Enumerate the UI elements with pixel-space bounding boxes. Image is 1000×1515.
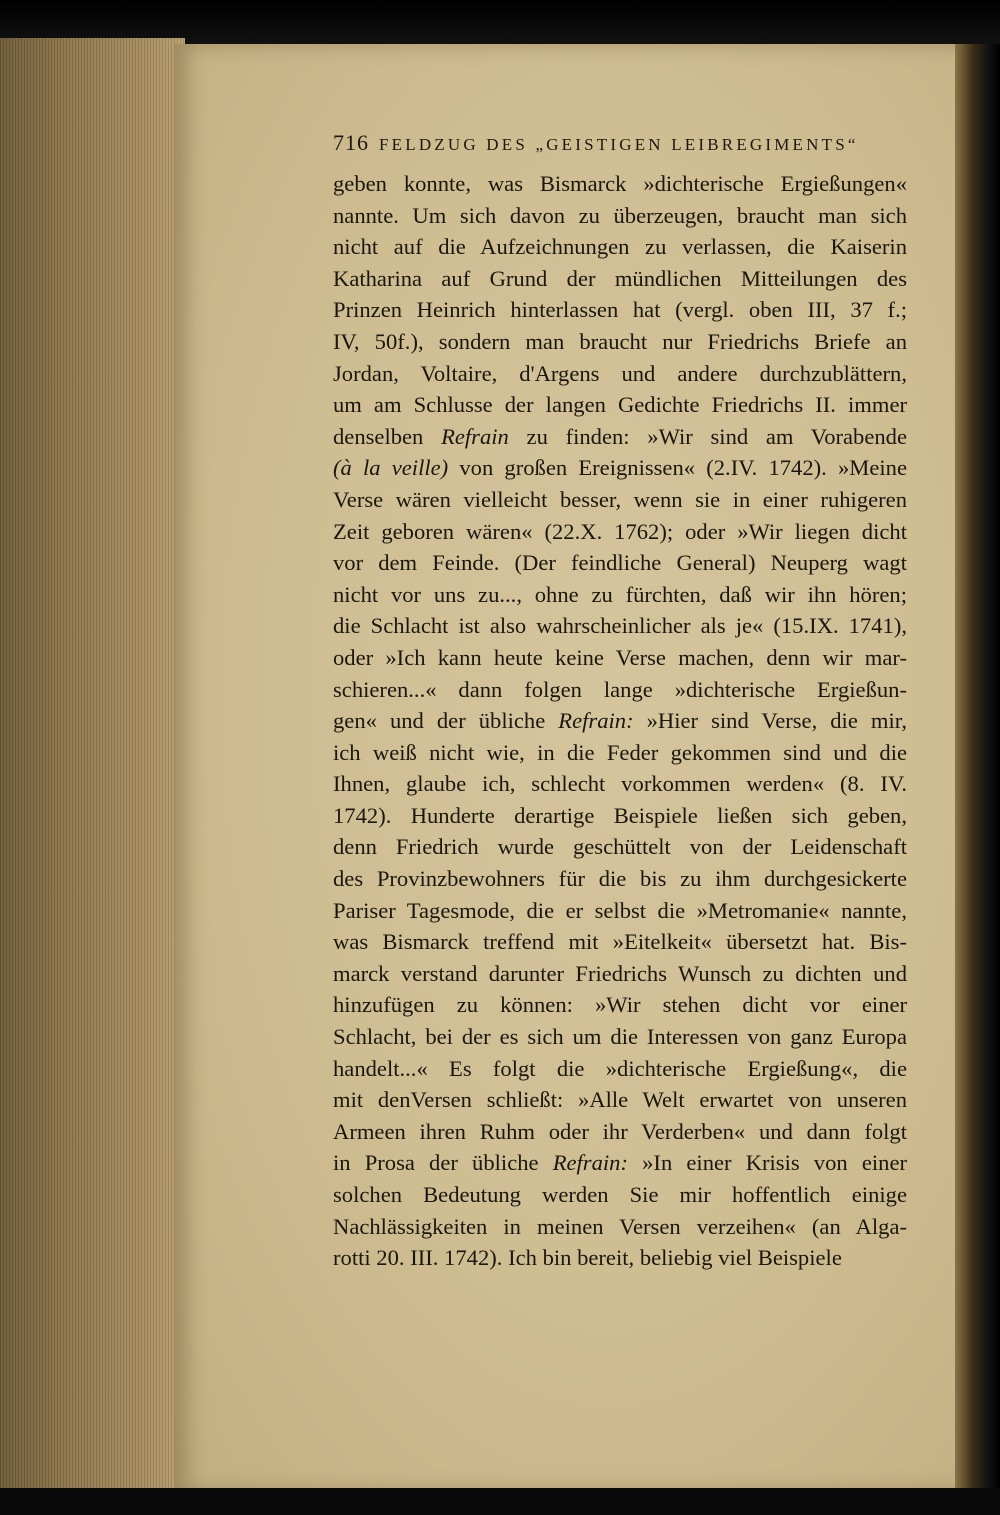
running-head <box>333 130 905 160</box>
text-line <box>333 674 907 706</box>
text-line <box>333 1211 907 1243</box>
text-line <box>333 452 907 484</box>
text-span: Zeit geboren wären« (22.X. 1762); oder »Wir liegen dicht <box>333 518 907 544</box>
text-span: Ihnen, glaube ich, schlecht vorkommen werden« (8. IV. <box>333 771 907 797</box>
text-line <box>333 768 907 800</box>
text-line <box>333 516 907 548</box>
text-span: Nachlässigkeiten in meinen Versen verzeihen« (an Alga- <box>333 1213 907 1239</box>
text-span: des Provinzbewohners für die bis zu ihm durchgesickerte <box>333 866 907 892</box>
italic-span: (à la veille) <box>333 455 449 481</box>
text-line <box>333 800 907 832</box>
text-span: schieren...« dann folgen lange »dichterische Ergießun- <box>333 676 907 702</box>
text-line <box>333 168 907 200</box>
page-number: 716 <box>333 130 369 155</box>
bottom-shadow <box>0 1488 1000 1515</box>
page-edge-stack <box>0 38 185 1490</box>
text-line <box>333 989 907 1021</box>
text-span: Katharina auf Grund der mündlichen Mitteilungen des <box>333 265 907 291</box>
text-line <box>333 1084 907 1116</box>
text-span: denselben <box>333 423 442 449</box>
text-span: nicht vor uns zu..., ohne zu fürchten, daß wir ihn hören; <box>333 581 907 607</box>
body-text <box>333 168 907 1274</box>
text-span: in Prosa der übliche <box>333 1150 553 1176</box>
text-line <box>333 958 907 990</box>
text-span: gen« und der übliche <box>333 708 559 734</box>
text-line <box>333 326 907 358</box>
text-span: von großen Ereignissen« (2.IV. 1742). »Meine <box>448 455 907 481</box>
text-span: nannte. Um sich davon zu überzeugen, braucht man sich <box>333 202 907 228</box>
text-span: handelt...« Es folgt die »dichterische Ergießung«, die <box>333 1055 907 1081</box>
text-span: »Hier sind Verse, die mir, <box>633 708 907 734</box>
text-line <box>333 1147 907 1179</box>
italic-span: Refrain: <box>552 1150 628 1176</box>
text-span: hinzufügen zu können: »Wir stehen dicht vor einer <box>333 992 907 1018</box>
text-span: Armeen ihren Ruhm oder ihr Verderben« und dann folgt <box>333 1118 907 1144</box>
text-line <box>333 642 907 674</box>
text-span: Verse wären vielleicht besser, wenn sie in einer ruhigeren <box>333 486 907 512</box>
text-span: ich weiß nicht wie, in die Feder gekommen sind und die <box>333 739 907 765</box>
text-line <box>333 926 907 958</box>
text-line <box>333 484 907 516</box>
text-span: 1742). Hunderte derartige Beispiele ließen sich geben, <box>333 802 907 828</box>
text-line <box>333 421 907 453</box>
text-line <box>333 1116 907 1148</box>
text-span: Jordan, Voltaire, d'Argens und andere durchzublättern, <box>333 360 907 386</box>
text-span: nicht auf die Aufzeichnungen zu verlassen, die Kaiserin <box>333 234 907 260</box>
text-span: geben konnte, was Bismarck »dichterische Ergießungen« <box>333 171 907 196</box>
book-gutter <box>955 44 1000 1492</box>
italic-span: Refrain <box>441 423 509 449</box>
text-span: Prinzen Heinrich hinterlassen hat (vergl. oben III, 37 f.; <box>333 297 907 323</box>
text-span: »In einer Krisis von einer <box>628 1150 907 1176</box>
text-line <box>333 579 907 611</box>
text-line <box>333 231 907 263</box>
text-line <box>333 831 907 863</box>
text-span: marck verstand darunter Friedrichs Wunsch zu dichten und <box>333 960 907 986</box>
text-line <box>333 1179 907 1211</box>
text-span: Pariser Tagesmode, die er selbst die »Metromanie« nannte, <box>333 897 907 923</box>
text-span: oder »Ich kann heute keine Verse machen, denn wir mar- <box>333 644 907 670</box>
text-line <box>333 294 907 326</box>
text-line <box>333 895 907 927</box>
text-span: rotti 20. III. 1742). Ich bin bereit, beliebig viel Beispiele <box>333 1245 842 1271</box>
text-line <box>333 389 907 421</box>
text-span: mit denVersen schließt: »Alle Welt erwartet von unseren <box>333 1087 907 1113</box>
text-span: um am Schlusse der langen Gedichte Friedrichs II. immer <box>333 392 907 418</box>
text-span: solchen Bedeutung werden Sie mir hoffentlich einige <box>333 1182 907 1207</box>
text-line <box>333 1053 907 1085</box>
text-span: IV, 50f.), sondern man braucht nur Friedrichs Briefe an <box>333 328 907 354</box>
italic-span: Refrain: <box>558 708 634 734</box>
text-line <box>333 1021 907 1053</box>
running-head-title: FELDZUG DES „GEISTIGEN LEIBREGIMENTS“ <box>379 135 859 154</box>
text-span: zu finden: »Wir sind am Vorabende <box>508 423 907 449</box>
text-span: vor dem Feinde. (Der feindliche General) Neuperg wagt <box>333 550 907 576</box>
text-line <box>333 200 907 232</box>
text-line <box>333 263 907 295</box>
text-line <box>333 737 907 769</box>
text-span: die Schlacht ist also wahrscheinlicher als je« (15.IX. 1741), <box>333 613 907 639</box>
text-span: Schlacht, bei der es sich um die Interessen von ganz Europa <box>333 1024 907 1050</box>
text-line <box>333 547 907 579</box>
text-line <box>333 705 907 737</box>
text-line <box>333 358 907 390</box>
text-span: denn Friedrich wurde geschüttelt von der Leidenschaft <box>333 834 907 860</box>
text-line <box>333 610 907 642</box>
text-line <box>333 863 907 895</box>
text-line <box>333 1242 907 1274</box>
text-span: was Bismarck treffend mit »Eitelkeit« übersetzt hat. Bis- <box>333 929 907 955</box>
